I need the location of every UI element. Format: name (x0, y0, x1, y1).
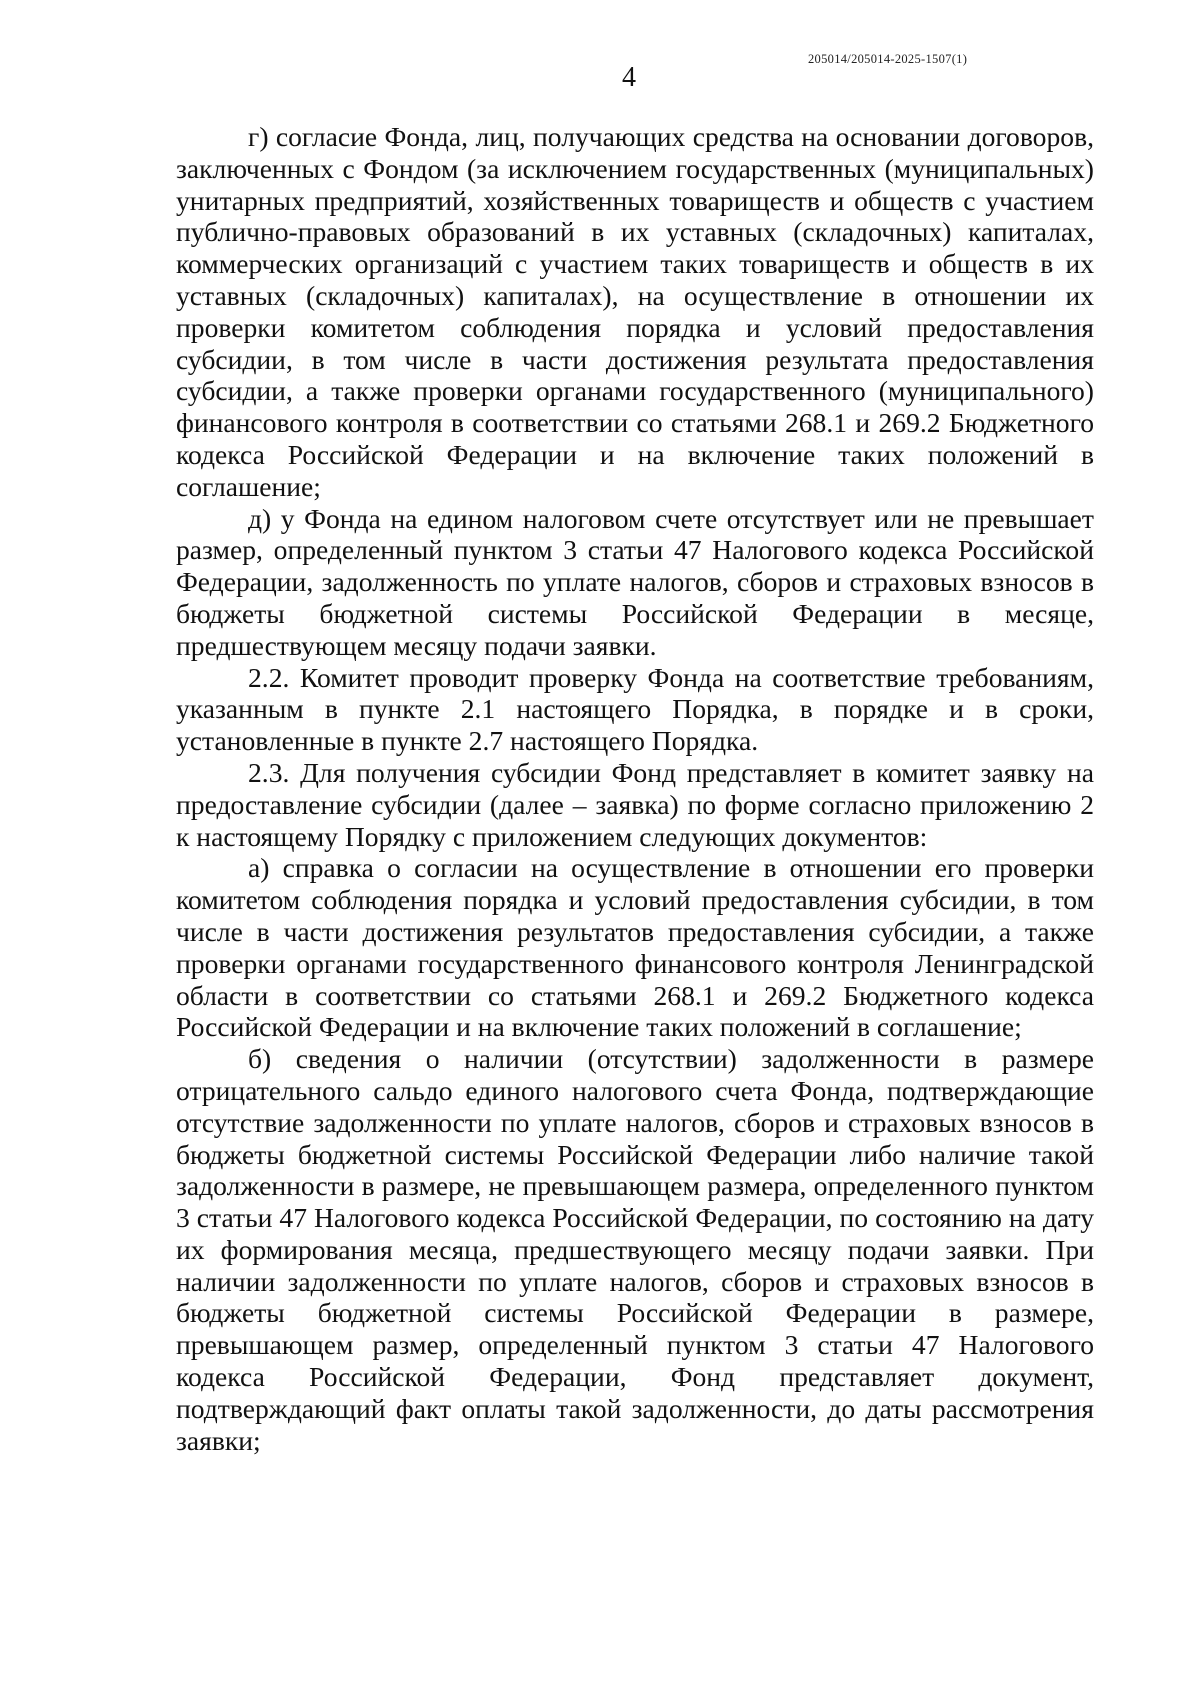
paragraph-g-consent: г) согласие Фонда, лиц, получающих средства на основании договоров, заключенных с Фондом (за исключением государственных (муниципальных) унитарных предприятий, хозяйственных товариществ и обществ с участием публично-правовых образований в их уставных (складочных) капиталах, коммерческих организаций с участием таких товариществ и обществ в их уставных (складочных) капиталах), на осуществление в отношении их проверки комитетом соблюдения порядка и условий предоставления субсидии, в том числе в части достижения результата предоставления субсидии, а также проверки органами государственного (муниципального) финансового контроля в соответствии со статьями 268.1 и 269.2 Бюджетного кодекса Российской Федерации и на включение таких положений в соглашение; (176, 121, 1094, 502)
page-number: 4 (622, 62, 636, 93)
paragraph-2-2: 2.2. Комитет проводит проверку Фонда на соответствие требованиям, указанным в пункте 2.1 настоящего Порядка, в порядке и в сроки, установленные в пункте 2.7 настоящего Порядка. (176, 661, 1094, 757)
paragraph-b-debt-info: б) сведения о наличии (отсутствии) задолженности в размере отрицательного сальдо единого налогового счета Фонда, подтверждающие отсутствие задолженности по уплате налогов, сборов и страховых взносов в бюджеты бюджетной системы Российской Федерации либо наличие такой задолженности в размере, не превышающем размера, определенного пунктом 3 статьи 47 Налогового кодекса Российской Федерации, по состоянию на дату их формирования месяца, предшествующего месяцу подачи заявки. При наличии задолженности по уплате налогов, сборов и страховых взносов в бюджеты бюджетной системы Российской Федерации в размере, превышающем размер, определенный пунктом 3 статьи 47 Налогового кодекса Российской Федерации, Фонд представляет документ, подтверждающий факт оплаты такой задолженности, до даты рассмотрения заявки; (176, 1043, 1094, 1456)
paragraph-a-certificate: а) справка о согласии на осуществление в отношении его проверки комитетом соблюдения порядка и условий предоставления субсидии, в том числе в части достижения результатов предоставления субсидии, а также проверки органами государственного финансового контроля Ленинградской области в соответствии со статьями 268.1 и 269.2 Бюджетного кодекса Российской Федерации и на включение таких положений в соглашение; (176, 852, 1094, 1043)
paragraph-d-tax-account: д) у Фонда на едином налоговом счете отсутствует или не превышает размер, определенный пунктом 3 статьи 47 Налогового кодекса Российской Федерации, задолженность по уплате налогов, сборов и страховых взносов в бюджеты бюджетной системы Российской Федерации в месяце, предшествующем месяцу подачи заявки. (176, 502, 1094, 661)
paragraph-2-3: 2.3. Для получения субсидии Фонд представляет в комитет заявку на предоставление субсидии (далее – заявка) по форме согласно приложению 2 к настоящему Порядку с приложением следующих документов: (176, 756, 1094, 852)
document-id: 205014/205014-2025-1507(1) (808, 52, 968, 66)
document-body (176, 121, 1094, 1456)
